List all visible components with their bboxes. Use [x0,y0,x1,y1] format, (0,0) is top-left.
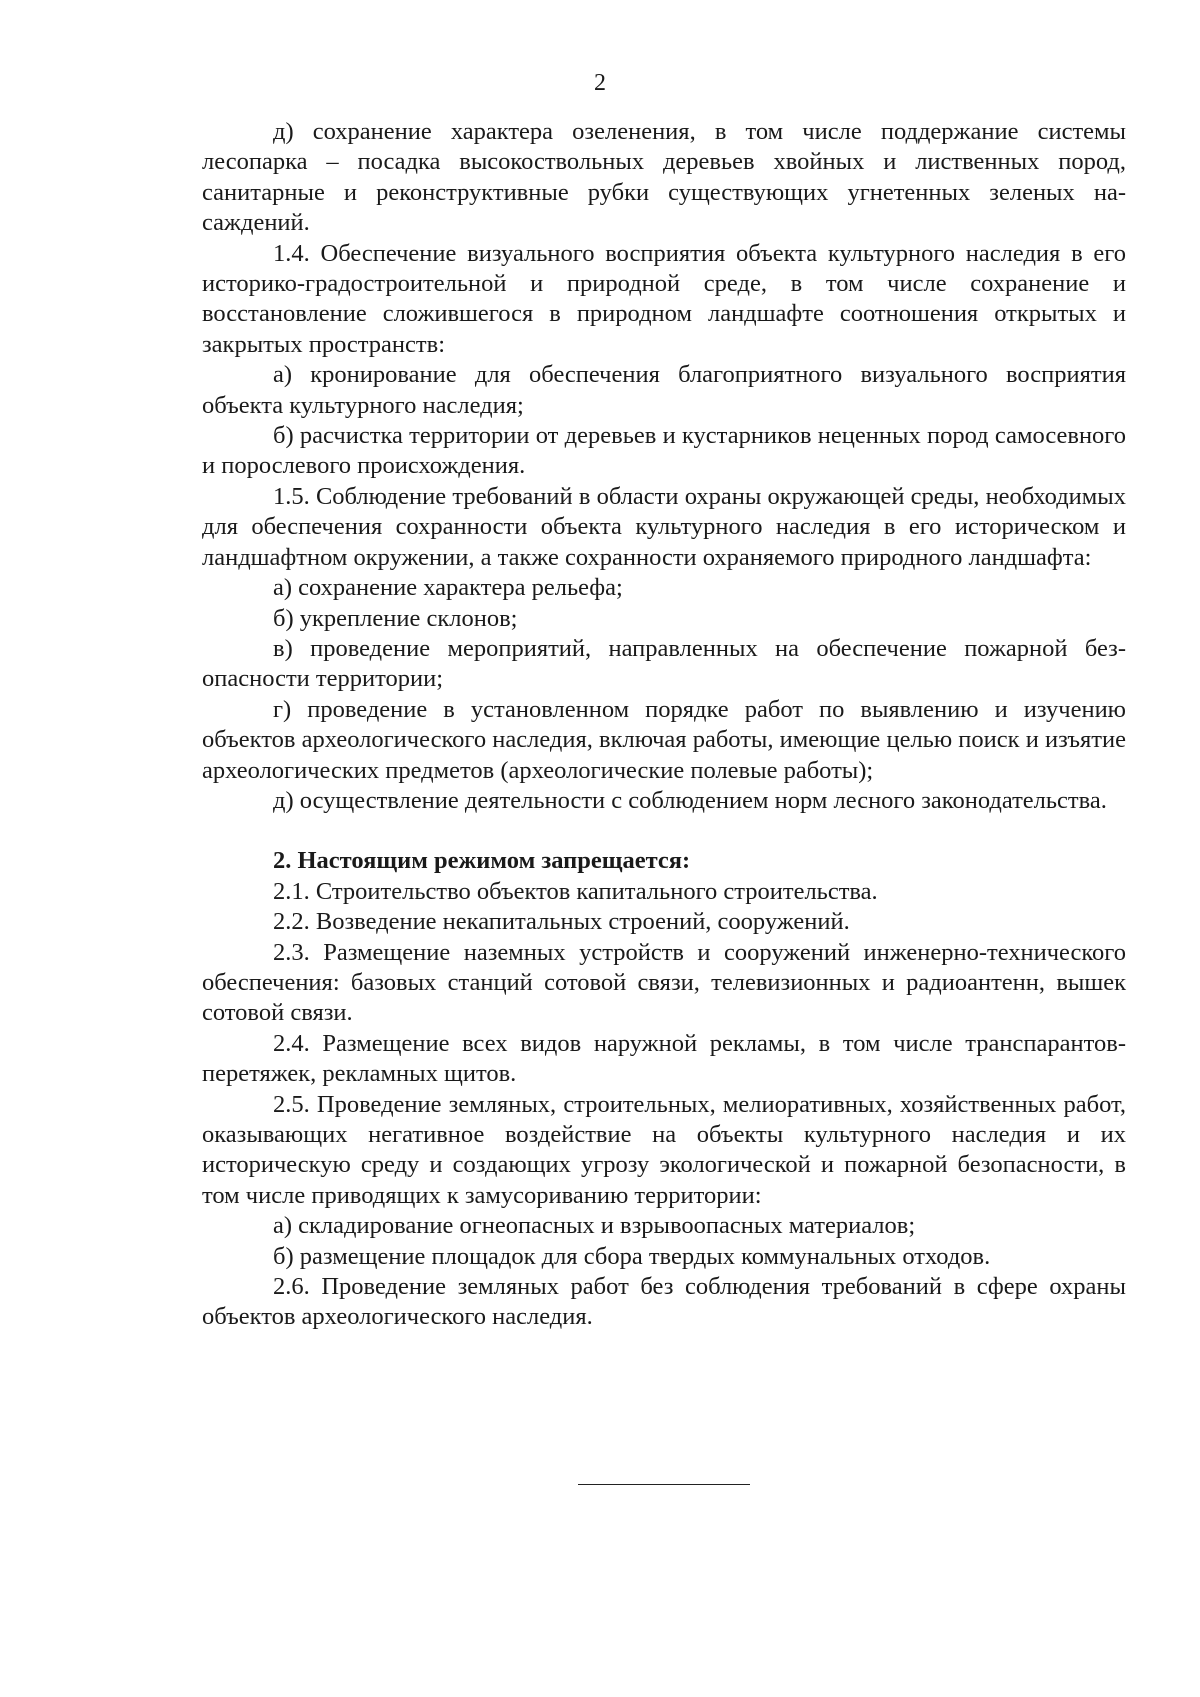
page-number: 2 [594,70,606,96]
paragraph-1-4: 1.4. Обеспечение визуального восприятия объекта культурного наследия в его историко-градостроительной и природной среде, в том числе сохранение и восстановление сложившегося в природном ландшафте соотношения открытых и закрытых пространств: [202,239,1126,358]
paragraph-1-5-v: в) проведение мероприятий, направленных на обеспечение пожарной безопасности территории; [202,634,1126,693]
paragraph-d-greenery: д) сохранение характера озеленения, в том числе поддержание системы лесопарка – посадка высокоствольных деревьев хвойных и лиственных пород, санитарные и реконструктивные рубки существующих угнетенных зеленых насаждений. [202,118,1126,237]
paragraph-1-5-g: г) проведение в установленном порядке работ по выявлению и изучению объектов археологического наследия, включая работы, имеющие целью поиск и изъятие археологических предметов (археологические полевые работы); [202,695,1126,784]
paragraph-2-6: 2.6. Проведение земляных работ без соблюдения требований в сфере охраны объектов археологического наследия. [202,1273,1126,1331]
paragraph-1-4-b: б) расчистка территории от деревьев и кустарников неценных пород самосевного и порослевого происхождения. [202,422,1126,480]
paragraph-1-5-a: а) сохранение характера рельефа; [273,574,623,602]
paragraph-1-5: 1.5. Соблюдение требований в области охраны окружающей среды, необходимых для обеспечения сохранности объекта культурного наследия в его историческом и ландшафтном окружении, а также сохранности охраняемого природного ландшафта: [202,482,1126,571]
paragraph-2-3: 2.3. Размещение наземных устройств и сооружений инженерно-технического обеспечения: базовых станций сотовой связи, телевизионных и радиоантенн, вышек сотовой связи. [202,938,1126,1027]
paragraph-2-4: 2.4. Размещение всех видов наружной рекламы, в том числе транспарантов-перетяжек, рекламных щитов. [202,1029,1126,1088]
section-2-heading: 2. Настоящим режимом запрещается: [273,847,691,875]
paragraph-1-5-d: д) осуществление деятельности с соблюдением норм лесного законодательства. [273,786,1107,814]
paragraph-2-5-a: а) складирование огнеопасных и взрывоопасных материалов; [273,1212,916,1240]
document-body [202,117,1126,1333]
paragraph-2-2: 2.2. Возведение некапитальных строений, сооружений. [273,908,850,936]
paragraph-1-5-b: б) укрепление склонов; [273,604,518,632]
end-of-document-rule [578,1484,750,1485]
paragraph-2-1: 2.1. Строительство объектов капитального строительства. [273,877,878,905]
paragraph-2-5: 2.5. Проведение земляных, строительных, мелиоративных, хозяйственных работ, оказывающих негативное воздействие на объекты культурного наследия и их историческую среду и создающих угрозу экологической и пожарной безопасности, в том числе приводящих к замусориванию территории: [202,1090,1126,1209]
paragraph-2-5-b: б) размещение площадок для сбора твердых коммунальных отходов. [273,1242,991,1270]
paragraph-1-4-a: а) кронирование для обеспечения благоприятного визуального восприятия объекта культурного наследия; [202,361,1126,419]
